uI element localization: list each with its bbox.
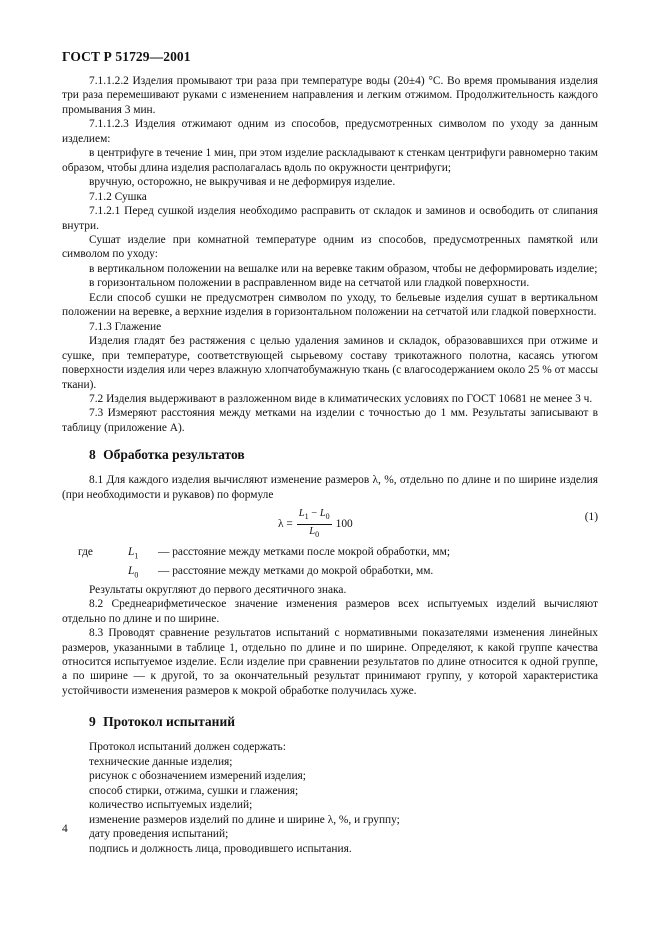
paragraph: Если способ сушки не предусмотрен символом по уходу, то бельевые изделия сушат в вертикальном положении на веревке, а верхние изделия в горизонтальном положении на сетчатой или гладкой поверхности. xyxy=(62,291,598,319)
subsection-title: 7.1.2 Сушка xyxy=(89,190,147,203)
paragraph: в центрифуге в течение 1 мин, при этом изделие раскладывают к стенкам центрифуги равномерно таким образом, чтобы длина изделия располагалась вдоль по окружности центрифуги; xyxy=(62,147,598,174)
paragraph: Изделия гладят без растяжения с целью удаления заминов и складок, образовавшихся при отжиме и сушке, при температуре, соответствующей сырьевому составу трикотажного полотна, касаясь утюгом поверхности изделия или через влажную хлопчатобумажную ткань (с влагосодержанием около 25 % от массы ткани). xyxy=(62,335,598,391)
section-heading-8 xyxy=(62,447,598,463)
paragraph: 7.1.1.2.3 Изделия отжимают одним из способов, предусмотренных символом по уходу за данным изделием: xyxy=(62,118,598,145)
section-number: 8 xyxy=(89,447,96,463)
section-number: 9 xyxy=(89,714,96,730)
section-heading-9 xyxy=(62,714,598,730)
legend-row: где $L_1$ — расстояние между метками после мокрой обработки, мм; xyxy=(78,546,450,561)
paragraph: 7.3 Измеряют расстояния между метками на изделии с точностью до 1 мм. Результаты записывают в таблицу (приложение А). xyxy=(62,407,598,434)
formula-1 xyxy=(62,508,598,540)
paragraph: 8.1 Для каждого изделия вычисляют изменение размеров λ, %, отдельно по длине и по ширине изделия (при необходимости и рукавов) по формуле xyxy=(62,474,598,501)
list-item: Протокол испытаний должен содержать: xyxy=(89,741,286,754)
document-body xyxy=(62,74,598,856)
formula-legend xyxy=(62,545,598,582)
paragraph: Результаты округляют до первого десятичного знака. xyxy=(89,583,347,596)
paragraph: 8.2 Среднеарифметическое значение изменения размеров всех испытуемых изделий вычисляют отдельно по длине и по ширине. xyxy=(62,598,598,625)
subsection-title: 7.1.3 Глажение xyxy=(89,320,162,333)
paragraph: в вертикальном положении на вешалке или на веревке таким образом, чтобы не деформировать изделие; xyxy=(89,262,598,275)
paragraph: 7.2 Изделия выдерживают в разложенном виде в климатических условиях по ГОСТ 10681 не менее 3 ч. xyxy=(89,392,593,405)
document-header: ГОСТ Р 51729—2001 xyxy=(62,49,191,64)
formula-lhs: λ = xyxy=(278,518,293,530)
equation-number: (1) xyxy=(584,511,598,524)
fraction-numerator: $L_1 - L_0$ xyxy=(297,507,332,525)
protocol-contents-list xyxy=(62,740,598,856)
list-item: подпись и должность лица, проводившего испытания. xyxy=(89,842,352,855)
paragraph: 7.1.1.2.2 Изделия промывают три раза при температуре воды (20±4) °С. Во время промывания изделия три раза перемешивают руками с изменением направления и легким отжимом. Продолжительность каждого промывания 3 мин. xyxy=(62,75,598,116)
list-item: изменение размеров изделий по длине и ширине λ, %, и группу; xyxy=(89,813,400,826)
fraction-denominator: $L_0$ xyxy=(309,526,320,540)
legend-row: $L_0$ — расстояние между метками до мокрой обработки, мм. xyxy=(128,564,434,580)
page-number: 4 xyxy=(62,823,68,835)
list-item: количество испытуемых изделий; xyxy=(89,799,253,812)
section-title: Обработка результатов xyxy=(103,447,245,463)
formula-expression xyxy=(278,508,353,540)
paragraph: 8.3 Проводят сравнение результатов испытаний с нормативными показателями изменения линейных размеров, указанными в таблице 1, отдельно по длине и по ширине. Определяют, к какой группе качества относится испытуемое изделие. Если изделие при сравнении результатов по длине относится к одной группе, а по ширине — к другой, то за окончательный результат принимают группу, у которой характеристика устойчивости изменения размеров к мокрой обработке получилась хуже. xyxy=(62,627,598,697)
list-item: рисунок с обозначением измерений изделия; xyxy=(89,770,306,783)
section-title: Протокол испытаний xyxy=(103,714,236,730)
list-item: дату проведения испытаний; xyxy=(89,828,229,841)
formula-factor: 100 xyxy=(335,518,353,530)
paragraph: вручную, осторожно, не выкручивая и не деформируя изделие. xyxy=(89,176,396,189)
paragraph: Сушат изделие при комнатной температуре одним из способов, предусмотренных памяткой или символом по уходу: xyxy=(62,233,598,261)
formula-fraction xyxy=(297,507,332,541)
list-item: технические данные изделия; xyxy=(89,755,233,768)
paragraph: в горизонтальном положении в расправленном виде на сетчатой или гладкой поверхности. xyxy=(89,277,530,290)
list-item: способ стирки, отжима, сушки и глажения; xyxy=(89,784,299,797)
paragraph: 7.1.2.1 Перед сушкой изделия необходимо расправить от складок и заминов и освободить от слипания внутри. xyxy=(62,205,598,232)
